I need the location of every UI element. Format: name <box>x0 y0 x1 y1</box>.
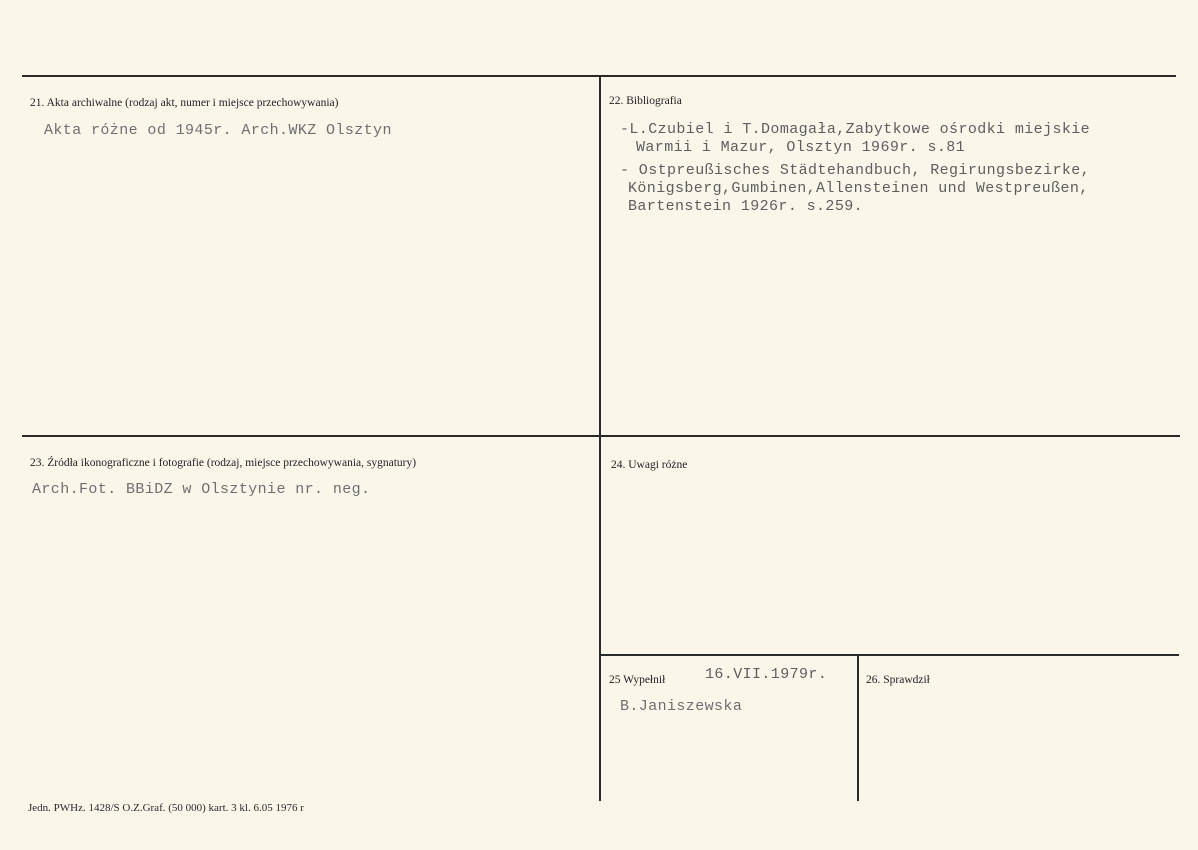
section-25-label: 25 Wypełnił <box>609 674 666 686</box>
completion-date: 16.VII.1979r. <box>705 666 828 683</box>
section-22-label: 22. Bibliografia <box>609 95 682 107</box>
middle-rule <box>22 435 1180 437</box>
section-21-entry: Akta różne od 1945r. Arch.WKZ Olsztyn <box>44 122 392 139</box>
bibliography-line-1: -L.Czubiel i T.Domagała,Zabytkowe ośrodki miejskie <box>620 121 1091 138</box>
section-23-entry: Arch.Fot. BBiDZ w Olsztynie nr. neg. <box>32 481 371 498</box>
bibliography-line-3: - Ostpreußisches Städtehandbuch, Regirungsbezirke, <box>620 162 1091 179</box>
section-21-label: 21. Akta archiwalne (rodzaj akt, numer i miejsce przechowywania) <box>30 97 339 109</box>
bibliography-line-4: Königsberg,Gumbinen,Allensteinen und Westpreußen, <box>628 180 1089 197</box>
print-footer: Jedn. PWHz. 1428/S O.Z.Graf. (50 000) kart. 3 kl. 6.05 1976 r <box>28 802 304 814</box>
center-divider <box>599 75 601 801</box>
signature-rule <box>601 654 1179 656</box>
section-26-label: 26. Sprawdził <box>866 674 930 686</box>
bibliography-line-5: Bartenstein 1926r. s.259. <box>628 198 864 215</box>
section-23-label: 23. Źródła ikonograficzne i fotografie (rodzaj, miejsce przechowywania, sygnatury) <box>30 457 417 469</box>
completed-by-name: B.Janiszewska <box>620 698 743 715</box>
section-24-label: 24. Uwagi różne <box>611 459 688 471</box>
signature-divider <box>857 654 859 801</box>
bibliography-line-2: Warmii i Mazur, Olsztyn 1969r. s.81 <box>636 139 966 156</box>
